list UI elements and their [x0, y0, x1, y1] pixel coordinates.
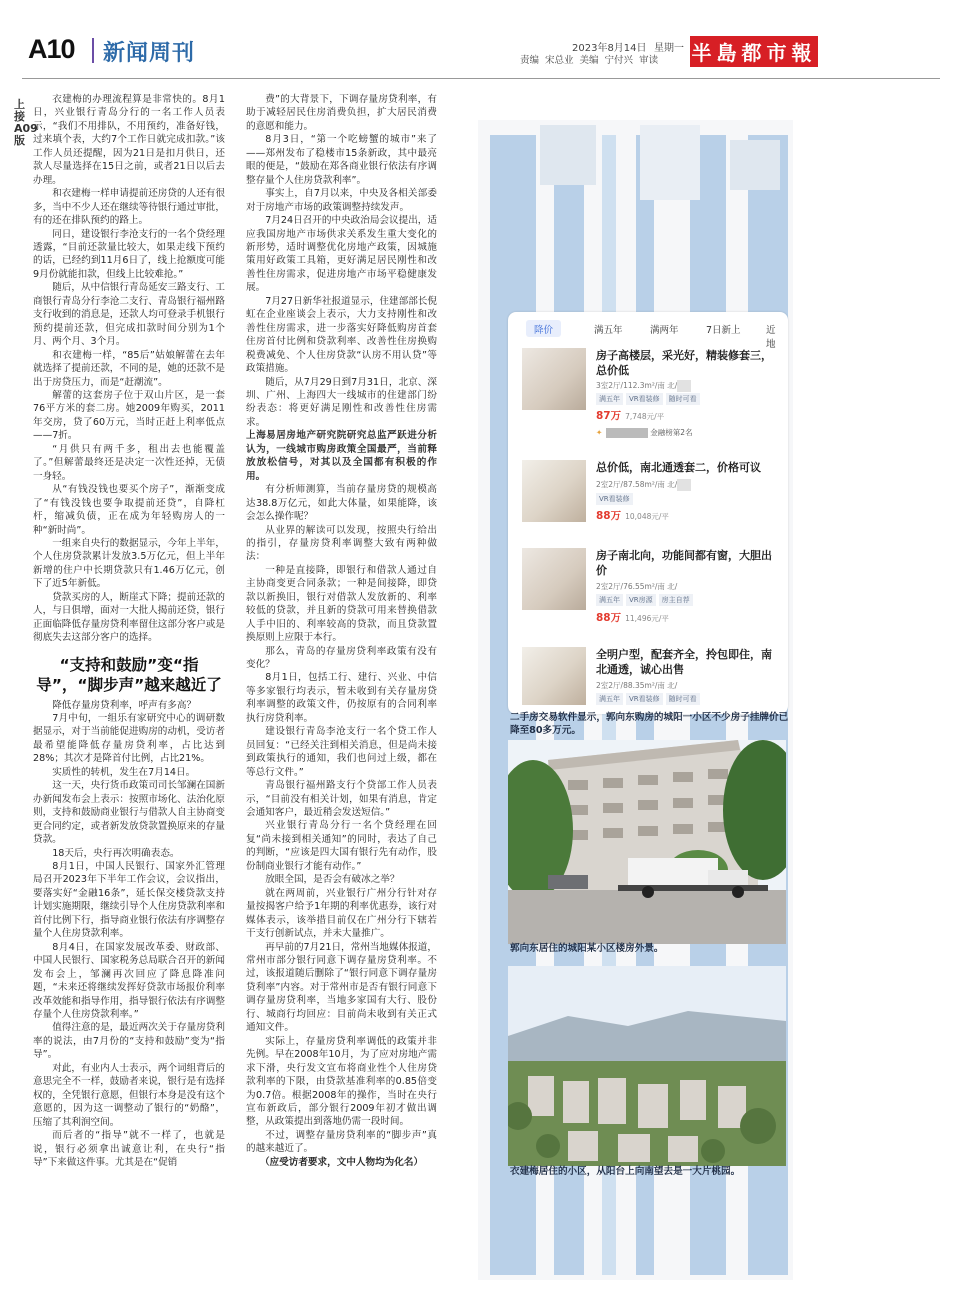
issue-date: 2023年8月14日 — [572, 43, 647, 54]
footnote: （应受访者要求，文中人物均为化名） — [259, 1156, 424, 1168]
tab-new-7-days[interactable]: 7日新上 — [706, 325, 741, 336]
paragraph: 实际上，存量房贷利率调低的政策并非先例。早在2008年10月，为了应对房地产需求下滑，央行发文宣布将商业性个人住房贷款利率的下限，由贷款基准利率的0.85倍变为0.7倍。根据2008年的操作，当时在央行宣布新政后，部分银行2009年初才做出调整，从政策提出到落地仍需一段时间。 — [246, 1035, 437, 1128]
header-divider — [92, 38, 94, 63]
listing-photo — [522, 348, 586, 410]
photo1-caption: 郭向东居住的城阳某小区楼房外景。 — [510, 943, 664, 954]
expert-paragraph: 上海易居房地产研究院研究总监严跃进分析认为，一线城市购房政策全国最严，当前释放放松信号，对其以及全国都有积极的作用。 — [246, 430, 437, 482]
paragraph: 同日，建设银行李沧支行的一名个贷经理透露，“目前还款量比较大，如果走线下预约的话，已经约到11月6日了，线上抢额度可能9月份就能扣款，但线上比较难抢。” — [33, 228, 225, 280]
listing-photo — [522, 548, 586, 610]
paragraph: 随后，从中信银行青岛延安三路支行、工商银行青岛分行李沧二支行、青岛银行福州路支行收到的消息是，还款人均可登录手机银行预约提前还款，但完成扣款时间分别为1个月、两个月、3个月。 — [33, 282, 225, 348]
issue-weekday: 星期一 — [654, 43, 684, 54]
paragraph: 不过，调整存量房贷利率的“脚步声”真的越来越近了。 — [246, 1129, 437, 1155]
paragraph: 和衣建梅一样申请提前还房贷的人还有很多，当中不少人还在继续等待银行通过审批，有的还在排队预约的路上。 — [33, 188, 225, 227]
paragraph: 对此，有业内人士表示，两个词组背后的意思完全不一样，鼓励者来说，银行是有选择权的，全凭银行意愿，但银行本身是没有这个意愿的，因为这一调整动了银行的“奶酪”，压缩了其利润空间。 — [33, 1062, 225, 1128]
listing-title: 全明户型，配套齐全，拎包即住，南北通透，诚心出售 — [596, 648, 772, 676]
paragraph: 费”的大背景下，下调存量房贷利率，有助于减轻居民住房消费负担，扩大居民消费的意愿和能力。 — [246, 94, 437, 132]
building-top — [540, 125, 596, 185]
listing-tags: 满五年 VR房源 房主自荐 — [596, 594, 696, 606]
listing-item[interactable] — [518, 460, 786, 534]
paragraph: 随后，从7月29日到7月31日，北京、深圳、广州、上海四大一线城市的住建部门纷纷表态：将更好满足刚性和改善性住房需求。 — [246, 376, 437, 428]
tab-price-drop[interactable]: 降价 — [526, 320, 561, 337]
listing-price: 88万 10,048元/平 — [596, 510, 669, 522]
listing-tags: 满五年 VR看装修 随时可看 — [596, 693, 703, 705]
column1-paragraphs-2 — [33, 699, 225, 1170]
app-filter-tabs — [520, 320, 788, 350]
listing-item[interactable] — [518, 348, 786, 446]
paragraph: 从“有钱没钱也要买个房子”，渐渐变成了“有钱没钱也要争取提前还贷”，自降杠杆，缩减负债，正在成为年轻购房人的一种“新时尚”。 — [33, 484, 225, 536]
editor-credits: 责编 宋总业 美编 宁付兴 审读 — [520, 55, 659, 66]
article-column-2 — [246, 93, 437, 1253]
paragraph: 和衣建梅一样，“85后”姑娘解蕾在去年就选择了提前还款，不同的是，她的还款不是出于房贷压力，而是“赶潮流”。 — [33, 349, 225, 388]
listing-meta: 2室2厅/76.55m²/南 北/ — [596, 582, 678, 591]
listing-meta: 3室2厅/112.3m²/南 北/ — [596, 380, 691, 392]
building-top — [730, 140, 780, 190]
paragraph: 再早前的7月21日，常州当地媒体报道，常州市部分银行同意下调存量房贷利率。不过，该报道随后删除了“银行同意下调存量房贷利率”内容。对于常州市是否有银行同意下调存量房贷利率，当地多家国有大行、股份行、城商行均回应：目前尚未收到有关正式通知文件。 — [246, 941, 437, 1034]
listing-price: 87万 7,748元/平 — [596, 410, 665, 422]
section-title: 新闻周刊 — [103, 41, 196, 66]
paragraph: 8月1日，包括工行、建行、兴业、中信等多家银行均表示，暂未收到有关存量房贷利率调整的政策文件，仍按原有的合同利率执行房贷利率。 — [246, 672, 437, 724]
paragraph: 7月24日召开的中央政治局会议提出，适应我国房地产市场供求关系发生重大变化的新形势，适时调整优化房地产政策，因城施策用好政策工具箱，更好满足居民刚性和改善性住房需求，促进房地产市场平稳健康发展。 — [246, 215, 437, 294]
tab-two-years[interactable]: 满两年 — [650, 325, 679, 336]
listing-photo — [522, 647, 586, 705]
paragraph: 而后者的“指导”就不一样了，也就是说，银行必须拿出诚意让利，在央行“指导”下来做这件事。尤其是在“促销 — [33, 1130, 225, 1168]
listing-title: 房子南北向，功能间都有窗，大胆出价 — [596, 549, 772, 577]
paragraph: 贷款买房的人，断崖式下降；提前还款的人，与日俱增，面对一大批人揭前还贷，银行正面临降低存量房贷利率留住这部分客户或是彻底失去这部分客户的选择。 — [33, 591, 225, 644]
paragraph: 值得注意的是，最近两次关于存量房贷利率的说法，由7月份的“支持和鼓励”变为“指导”。 — [33, 1022, 225, 1061]
column2-paragraphs-2 — [246, 483, 437, 873]
listing-title: 房子高楼层，采光好，精装修套三，总价低 — [596, 349, 772, 377]
listing-meta: 2室2厅/87.58m²/南 北/ — [596, 479, 691, 491]
blurred-bar — [606, 428, 648, 438]
paragraph: 有分析师测算，当前存量房贷的规模高达38.8万亿元，如此大体量，如果能降，该会怎么操作呢？ — [246, 484, 437, 523]
paragraph: 7月中旬，一组乐有家研究中心的调研数据显示，对于当前能促进购房的动机，受访者最希望能降低存量房贷利率，占比达到28%；其次才是降首付比例，占比21%。 — [33, 713, 225, 765]
paragraph: 这一天，央行货币政策司司长邹澜在国新办新闻发布会上表示：按照市场化、法治化原则，支持和鼓励商业银行与借款人自主协商变更合同约定，或者新发放贷款置换原来的存量贷款。 — [33, 780, 225, 846]
paragraph: 青岛银行福州路支行个贷部工作人员表示，“目前没有相关计划，如果有消息，肯定会通知客户，最近稍会发送短信。” — [246, 780, 437, 819]
paragraph: 7月27日新华社报道显示，住建部部长倪虹在企业座谈会上表示，大力支持刚性和改善性住房需求，进一步落实好降低购房首套住房首付比例和贷款利率、改善性住房换购税费减免、个人住房贷款“认房不用认贷”等政策措施。 — [246, 295, 437, 375]
subheading: “支持和鼓励”变“指导”，“脚步声”越来越近了 — [36, 655, 222, 694]
paragraph: 8月1日，中国人民银行、国家外汇管理局召开2023年下半年工作会议，会议指出，要落实好“金融16条”，延长保交楼贷款支持计划实施期限，继续引导个人住房贷款利率和首付比例下行，指导商业银行依法有序调整存量个人住房贷款利率。 — [33, 861, 225, 940]
paragraph: 衣建梅的办理流程算是非常快的。8月1日，兴业银行青岛分行的一名工作人员表示，“我们不用排队，不用预约，准备好钱，过来填个表，大约7个工作日就完成扣款。”该工作人员还提醒，因为21日是扣月供日，还款人尽量选择在15日之前，或者21日以后去办理。 — [33, 94, 225, 186]
listing-meta: 2室2厅/88.35m²/南 北/ — [596, 681, 678, 690]
listing-tags: VR看装修 — [596, 493, 636, 505]
column1-paragraphs — [33, 93, 225, 645]
building-photo — [508, 740, 786, 944]
listing-rank: ✦ 金融榜第2名 — [596, 428, 693, 437]
app-caption: 二手房交易软件显示，郭向东购房的城阳一小区不少房子挂牌价已降至80多万元。 — [510, 712, 789, 736]
jump-line: 上接A09版 — [14, 98, 38, 147]
paragraph: 18天后，央行再次明确表态。 — [52, 847, 180, 859]
paragraph: 从业界的解读可以发现，按照央行给出的指引，存量房贷利率调整大致有两种做法： — [246, 524, 437, 563]
newspaper-logo: 半島都市報 — [690, 36, 818, 67]
trophy-icon: ✦ — [596, 428, 603, 437]
paragraph: 解蕾的这套房子位于双山片区，是一套76平方米的套二房。她2009年购买，2011年交房，贷了60万元，当时正赶上利率低点——7折。 — [33, 389, 225, 442]
paragraph: 8月4日，在国家发展改革委、财政部、中国人民银行、国家税务总局联合召开的新闻发布会上，邹澜再次回应了降息降准问题，“未来还将继续发挥好贷款市场报价利率改革效能和指导作用，指导银行依法有序调整存量个人住房贷款利率。” — [33, 941, 225, 1020]
paragraph: 兴业银行青岛分行一名个贷经理在回复“尚未接到相关通知”的同时，表达了自己的判断，“应该是四大国有银行先有动作，股份制商业银行才能有动作。” — [246, 820, 437, 872]
paragraph: 实质性的转机，发生在7月14日。 — [52, 766, 196, 778]
tab-five-years[interactable]: 满五年 — [594, 325, 623, 336]
listing-item[interactable] — [518, 548, 786, 630]
column2-paragraphs-3 — [246, 887, 437, 1156]
paragraph: 事实上，自7月以来，中央及各相关部委对于房地产市场的政策调整持续发声。 — [246, 188, 437, 213]
paragraph: 建设银行青岛李沧支行一名个贷工作人员回复：“已经关注到相关消息，但是尚未接到政策执行的通知，我们也问过上级，都在等总行文件。” — [246, 726, 437, 778]
building-top — [640, 125, 700, 200]
article-column-1 — [33, 93, 225, 1258]
paragraph: 8月3日，“第一个吃螃蟹的城市”来了——郑州发布了稳楼市15条新政，其中最亮眼的便是，“鼓励在郑各商业银行依法有序调整存量个人住房贷款利率”。 — [246, 134, 437, 186]
listing-title: 总价低，南北通透套二，价格可议 — [596, 461, 761, 474]
page-number: A10 — [28, 34, 75, 64]
listing-item[interactable] — [518, 647, 786, 707]
aerial-photo — [508, 966, 786, 1166]
paragraph: 一种是直接降，即银行和借款人通过自主协商变更合同条款；一种是间接降，即贷款以新换旧，银行对借款人发放新的、利率较低的贷款，并且新的贷款可用来替换借款人手中旧的、利率较高的贷款，而且贷款置换原则上应限于本行。 — [246, 564, 437, 644]
paragraph: 一组来自央行的数据显示，今年上半年，个人住房贷款累计发放3.5万亿元，但上半年新增的住户中长期贷款只有1.46万亿元，创下了近5年新低。 — [33, 537, 225, 590]
header-rule — [22, 78, 940, 79]
paragraph: 就在两周前，兴业银行广州分行针对存量按揭客户给予1年期的利率优惠券，该行对媒体表示，该举措目前仅在广州分行下辖若干支行创新试点，并未大量推广。 — [246, 887, 437, 940]
photo2-caption: 衣建梅居住的小区，从阳台上向南望去是一大片桃园。 — [510, 1166, 741, 1177]
tab-nearby[interactable]: 近地 — [766, 325, 776, 350]
listing-tags: 满五年 VR看装修 随时可看 — [596, 393, 703, 405]
listing-photo — [522, 460, 586, 522]
paragraph: “月供只有两千多，租出去也能覆盖了。”但解蕾最终还是决定一次性还掉，无债一身轻。 — [33, 443, 225, 482]
column2-paragraphs — [246, 93, 437, 429]
broad-question: 放眼全国，是否会有破冰之举？ — [265, 874, 400, 886]
paragraph: 降低存量房贷利率，呼声有多高？ — [52, 699, 197, 711]
listing-price: 88万 11,496元/平 — [596, 612, 669, 624]
paragraph: 那么，青岛的存量房贷利率政策有没有变化？ — [246, 645, 437, 671]
